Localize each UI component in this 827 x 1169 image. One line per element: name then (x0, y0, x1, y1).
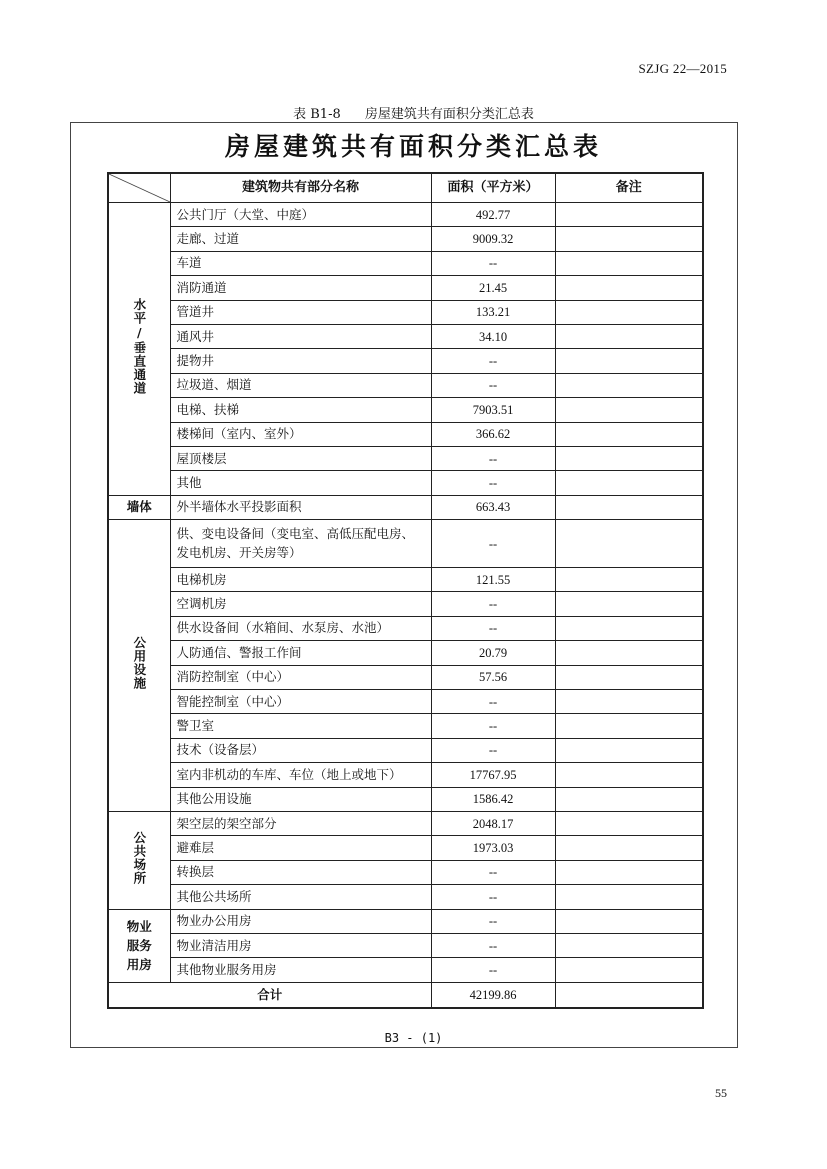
table-row (108, 276, 703, 300)
table-row (108, 398, 703, 422)
item-name: 管道井 (170, 300, 431, 324)
item-remark (555, 714, 703, 738)
category-label: 公共场所 (131, 830, 147, 885)
item-area: -- (431, 349, 555, 373)
header-area: 面积（平方米） (431, 173, 555, 203)
item-remark (555, 227, 703, 251)
table-row (108, 568, 703, 592)
table-row (108, 811, 703, 835)
item-name: 转换层 (170, 860, 431, 884)
item-area: -- (431, 738, 555, 762)
item-name: 电梯机房 (170, 568, 431, 592)
item-area: 7903.51 (431, 398, 555, 422)
item-name: 外半墙体水平投影面积 (170, 495, 431, 519)
table-row (108, 958, 703, 982)
table-row (108, 665, 703, 689)
table-row (108, 787, 703, 811)
item-name: 电梯、扶梯 (170, 398, 431, 422)
table-row (108, 909, 703, 933)
item-name: 供、变电设备间（变电室、高低压配电房、发电机房、开关房等） (170, 520, 431, 568)
item-area: 17767.95 (431, 763, 555, 787)
item-remark (555, 958, 703, 982)
table-row (108, 495, 703, 519)
item-name: 避难层 (170, 836, 431, 860)
item-remark (555, 909, 703, 933)
item-remark (555, 398, 703, 422)
item-name: 其他物业服务用房 (170, 958, 431, 982)
item-area: -- (431, 616, 555, 640)
item-remark (555, 276, 703, 300)
item-area: -- (431, 520, 555, 568)
item-remark (555, 422, 703, 446)
item-area: -- (431, 714, 555, 738)
item-remark (555, 520, 703, 568)
item-name: 垃圾道、烟道 (170, 373, 431, 397)
table-row (108, 251, 703, 275)
total-label: 合计 (108, 982, 431, 1008)
item-remark (555, 251, 703, 275)
category-cell (108, 520, 170, 812)
table-row (108, 300, 703, 324)
item-area: 20.79 (431, 641, 555, 665)
item-remark (555, 641, 703, 665)
item-area: 2048.17 (431, 811, 555, 835)
item-remark (555, 616, 703, 640)
category-cell (108, 811, 170, 909)
item-remark (555, 811, 703, 835)
item-name: 走廊、过道 (170, 227, 431, 251)
item-area: 1586.42 (431, 787, 555, 811)
table-row (108, 763, 703, 787)
page-number: 55 (715, 1086, 727, 1100)
item-name: 车道 (170, 251, 431, 275)
item-area: 9009.32 (431, 227, 555, 251)
item-name: 消防通道 (170, 276, 431, 300)
item-area: -- (431, 373, 555, 397)
category-label: 墙体 (126, 499, 152, 515)
item-area: 121.55 (431, 568, 555, 592)
item-name: 通风井 (170, 324, 431, 348)
table-row (108, 373, 703, 397)
item-name: 物业清洁用房 (170, 933, 431, 957)
item-remark (555, 836, 703, 860)
table-row (108, 422, 703, 446)
item-name: 消防控制室（中心） (170, 665, 431, 689)
item-area: -- (431, 592, 555, 616)
table-row (108, 641, 703, 665)
item-name: 架空层的架空部分 (170, 811, 431, 835)
item-area: -- (431, 251, 555, 275)
item-area: 133.21 (431, 300, 555, 324)
table-row (108, 592, 703, 616)
table-row (108, 714, 703, 738)
item-area: 34.10 (431, 324, 555, 348)
table-row (108, 885, 703, 909)
table-row (108, 616, 703, 640)
item-remark (555, 568, 703, 592)
table-row (108, 349, 703, 373)
item-name: 公共门厅（大堂、中庭） (170, 203, 431, 227)
item-name: 技术（设备层） (170, 738, 431, 762)
item-area: 492.77 (431, 203, 555, 227)
item-area: 21.45 (431, 276, 555, 300)
item-area: 57.56 (431, 665, 555, 689)
item-area: -- (431, 471, 555, 495)
item-remark (555, 787, 703, 811)
item-remark (555, 763, 703, 787)
item-remark (555, 324, 703, 348)
table-row (108, 227, 703, 251)
header-remark: 备注 (555, 173, 703, 203)
item-name: 提物井 (170, 349, 431, 373)
category-cell (108, 203, 170, 496)
form-title: 房屋建筑共有面积分类汇总表 (224, 132, 602, 161)
item-remark (555, 300, 703, 324)
table-row (108, 738, 703, 762)
item-name: 室内非机动的车库、车位（地上或地下） (170, 763, 431, 787)
item-name: 智能控制室（中心） (170, 690, 431, 714)
item-remark (555, 933, 703, 957)
item-remark (555, 373, 703, 397)
item-remark (555, 203, 703, 227)
total-area: 42199.86 (431, 982, 555, 1008)
item-name: 其他 (170, 471, 431, 495)
item-remark (555, 471, 703, 495)
item-remark (555, 885, 703, 909)
item-remark (555, 665, 703, 689)
item-name: 警卫室 (170, 714, 431, 738)
item-remark (555, 690, 703, 714)
item-name: 供水设备间（水箱间、水泵房、水池） (170, 616, 431, 640)
item-area: -- (431, 958, 555, 982)
item-name: 其他公共场所 (170, 885, 431, 909)
header-name: 建筑物共有部分名称 (170, 173, 431, 203)
category-label: 水平/垂直通道 (131, 297, 147, 395)
category-label: 公用设施 (131, 635, 147, 690)
item-name: 人防通信、警报工作间 (170, 641, 431, 665)
total-remark (555, 982, 703, 1008)
table-row (108, 471, 703, 495)
table-row (108, 520, 703, 568)
table-number: 表 B1-8 (293, 107, 341, 122)
item-remark (555, 495, 703, 519)
standard-code: SZJG 22—2015 (638, 61, 727, 76)
item-name: 屋顶楼层 (170, 446, 431, 470)
item-remark (555, 349, 703, 373)
total-row (108, 982, 703, 1008)
item-name: 楼梯间（室内、室外） (170, 422, 431, 446)
category-cell (108, 495, 170, 519)
item-area: -- (431, 909, 555, 933)
table-row (108, 933, 703, 957)
item-name: 空调机房 (170, 592, 431, 616)
category-cell (108, 909, 170, 982)
table-row (108, 446, 703, 470)
table-row (108, 836, 703, 860)
item-area: -- (431, 690, 555, 714)
item-name: 其他公用设施 (170, 787, 431, 811)
page-reference: B3 - (1) (384, 1031, 443, 1045)
table-row (108, 860, 703, 884)
item-area: 663.43 (431, 495, 555, 519)
item-area: 1973.03 (431, 836, 555, 860)
item-remark (555, 860, 703, 884)
item-area: 366.62 (431, 422, 555, 446)
table-caption-title: 房屋建筑共有面积分类汇总表 (364, 107, 534, 122)
area-summary-table (107, 172, 704, 1009)
item-area: -- (431, 885, 555, 909)
table-caption (0, 103, 827, 122)
item-area: -- (431, 933, 555, 957)
item-remark (555, 446, 703, 470)
item-name: 物业办公用房 (170, 909, 431, 933)
table-row (108, 690, 703, 714)
diagonal-header-cell (108, 173, 170, 203)
table-row (108, 203, 703, 227)
item-area: -- (431, 860, 555, 884)
item-remark (555, 592, 703, 616)
item-remark (555, 738, 703, 762)
category-label: 物业服务用房 (126, 918, 152, 973)
table-row (108, 324, 703, 348)
table-header-row (108, 173, 703, 203)
item-area: -- (431, 446, 555, 470)
